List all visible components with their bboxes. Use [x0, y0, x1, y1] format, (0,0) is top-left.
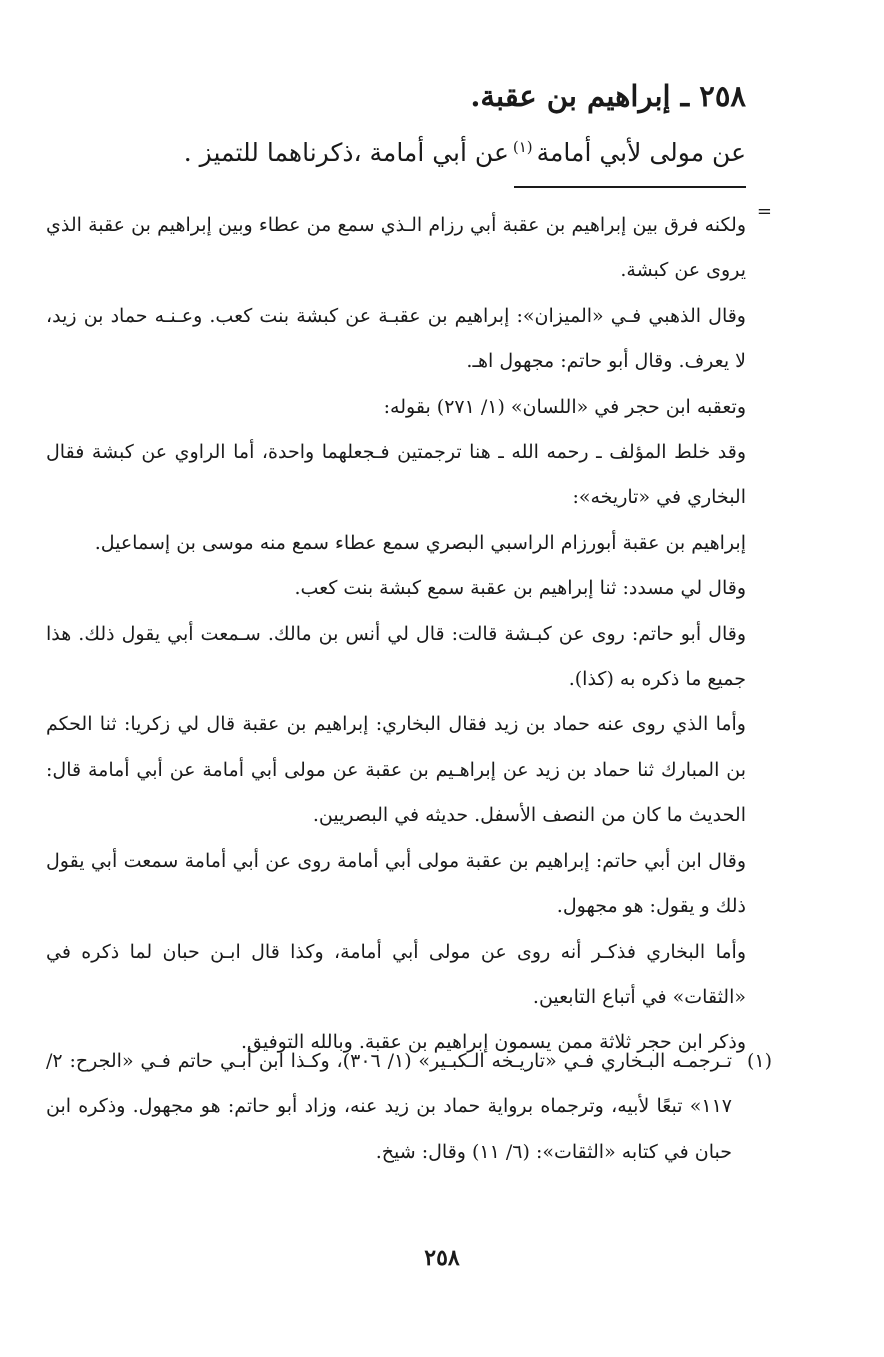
page-number: ٢٥٨ [424, 1245, 460, 1271]
note-paragraph: وقال الذهبي فـي «الميزان»: إبراهيم بن عقبـة عن كبشة بنت كعب. وعـنـه حماد بن زيد، لا يعرف. وقال أبو حاتم: مجهول اهـ. [46, 304, 746, 373]
entry-title: ٢٥٨ ـ إبراهيم بن عقبة. [470, 79, 746, 113]
entry-description-start: عن مولى لأبي أمامة [536, 138, 746, 167]
note-paragraph: وأما الذي روى عنه حماد بن زيد فقال البخاري: إبراهيم بن عقبة قال لي زكريا: ثنا الحكم بن المبارك ثنا حماد بن زيد عن إبراهـيم بن عقبة عن مولى أبي أمامة عن أبي أمامة قال: الحديث ما كان من النصف الأسفل. حديثه في البصريين. [46, 713, 746, 827]
notes-separator-rule [514, 186, 746, 188]
note-paragraph: وقال أبو حاتم: روى عن كبـشة قالت: قال لي أنس بن مالك. سـمعت أبي يقول ذلك. هذا جميع ما ذكره به (كذا). [46, 622, 746, 691]
note-paragraph: وقال ابن أبي حاتم: إبراهيم بن عقبة مولى أبي أمامة روى عن أبي أمامة سمعت أبي يقول ذلك و يقول: هو مجهول. [46, 849, 746, 918]
note-paragraph: وذكر ابن حجر ثلاثة ممن يسمون إبراهيم بن عقبة. وبالله التوفيق. [240, 1031, 746, 1054]
footnote-reference[interactable]: (١) [512, 137, 533, 156]
note-paragraph: إبراهيم بن عقبة أبورزام الراسبي البصري سمع عطاء سمع منه موسى بن إسماعيل. [94, 531, 746, 554]
entry-description [126, 128, 746, 178]
continuation-mark: = [756, 201, 772, 222]
note-paragraph: وقال لي مسدد: ثنا إبراهيم بن عقبة سمع كبشة بنت كعب. [294, 577, 746, 600]
note-paragraph: وأما البخاري فذكـر أنه روى عن مولى أبي أمامة، وكذا قال ابـن حبان لما ذكره في «الثقات» في أتباع التابعين. [46, 940, 746, 1008]
entry-description-end: عن أبي أمامة ،ذكرناهما للتميز . [183, 138, 509, 167]
notes-block [46, 203, 746, 1066]
footnote [46, 1039, 772, 1175]
note-paragraph: وقد خلط المؤلف ـ رحمه الله ـ هنا ترجمتين فـجعلهما واحدة، أما الراوي عن كبشة فقال البخاري في «تاريخه»: [46, 441, 746, 509]
footnote-number: (١) [746, 1050, 772, 1072]
note-paragraph: وتعقبه ابن حجر في «اللسان» (١/ ٢٧١) بقوله: [383, 395, 746, 418]
footnote-text: تـرجمـه البـخاري فـي «تاريـخه الـكبـير» (١/ ٣٠٦)، وكـذا ابن أبـي حاتم فـي «الجرح: ٢/ ١١٧» تبعًا لأبيه، وترجماه برواية حماد بن زيد عنه، وزاد أبو حاتم: هو مجهول. وذكره ابن حبان في كتابه «الثقات»: (٦/ ١١) وقال: شيخ. [46, 1050, 732, 1163]
note-paragraph: ولكنه فرق بين إبراهيم بن عقبة أبي رزام الـذي سمع من عطاء وبين إبراهيم بن عقبة الذي يروى عن كبشة. [46, 214, 746, 282]
